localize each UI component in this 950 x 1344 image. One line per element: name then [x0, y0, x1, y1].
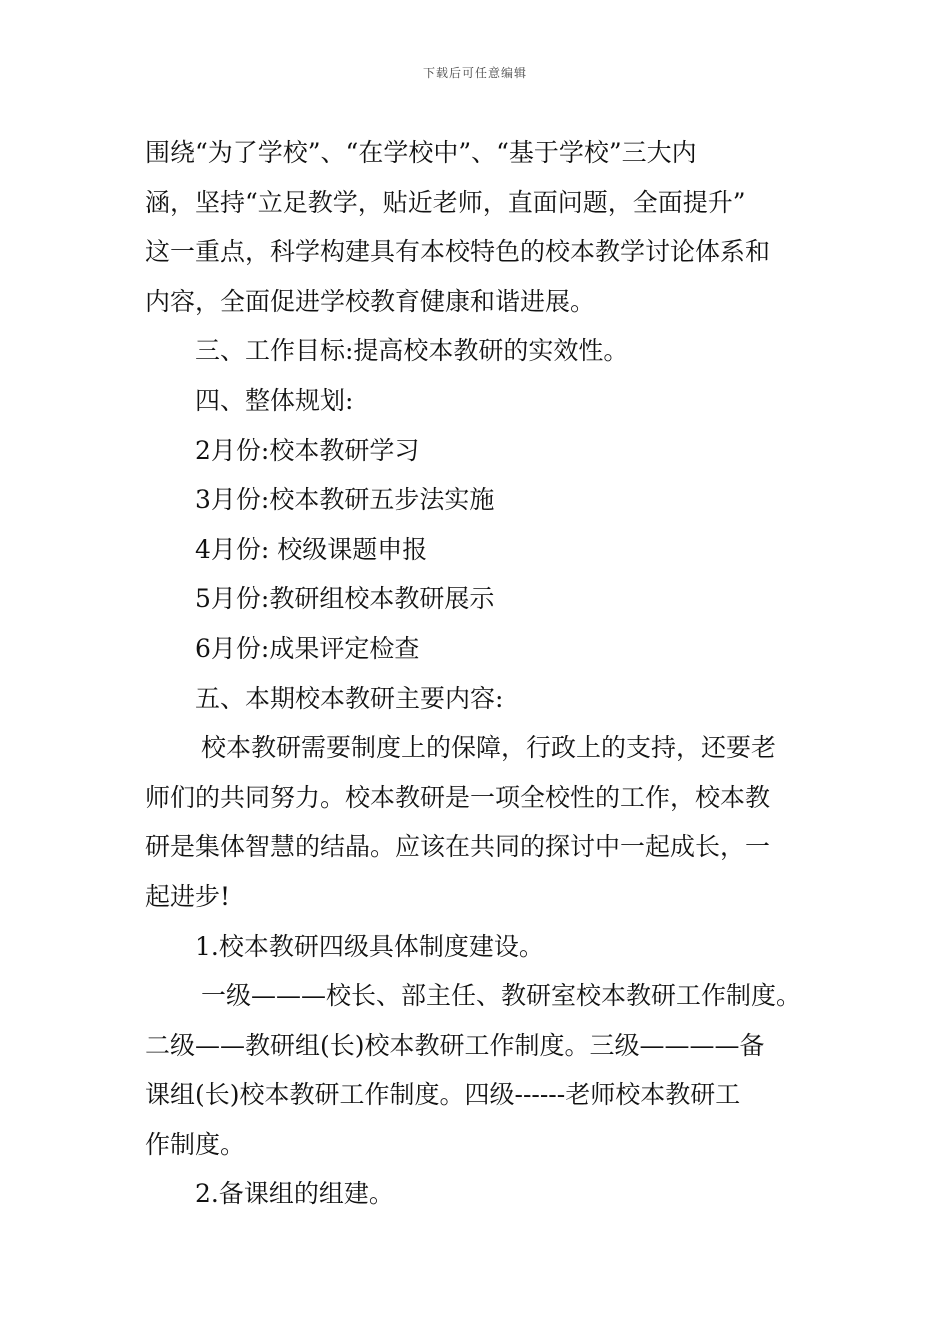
- plan-item-apr: 4月份: 校级课题申报: [195, 534, 428, 564]
- plan-item-feb: 2月份:校本教研学习: [195, 435, 420, 465]
- paragraph-line: 涵，坚持“立足教学，贴近老师，直面问题，全面提升”: [145, 187, 746, 217]
- section-heading-plan: 四、整体规划:: [195, 385, 354, 415]
- paragraph-line: 研是集体智慧的结晶。应该在共同的探讨中一起成长，一: [145, 832, 771, 862]
- section-heading-goal: 三、工作目标:提高校本教研的实效性。: [195, 336, 629, 366]
- paragraph-line: 课组(长)校本教研工作制度。四级------老师校本教研工: [145, 1080, 741, 1110]
- paragraph-line: 内容，全面促进学校教育健康和谐进展。: [145, 286, 596, 316]
- document-body: [145, 128, 815, 1219]
- paragraph-line: 这一重点，科学构建具有本校特色的校本教学讨论体系和: [145, 237, 771, 267]
- plan-item-may: 5月份:教研组校本教研展示: [195, 584, 495, 614]
- subsection-heading-1: 1.校本教研四级具体制度建设。: [195, 931, 544, 961]
- paragraph-line: 起进步!: [145, 881, 231, 911]
- paragraph-line: 作制度。: [145, 1129, 246, 1159]
- paragraph-line: 师们的共同努力。校本教研是一项全校性的工作，校本教: [145, 782, 771, 812]
- paragraph-line: 校本教研需要制度上的保障，行政上的支持，还要老: [201, 733, 777, 763]
- paragraph-line: 二级——教研组(长)校本教研工作制度。三级————备: [145, 1030, 765, 1060]
- paragraph-line: 一级———校长、部主任、教研室校本教研工作制度。: [201, 981, 802, 1011]
- subsection-heading-2: 2.备课组的组建。: [195, 1179, 394, 1209]
- plan-item-mar: 3月份:校本教研五步法实施: [195, 485, 495, 515]
- page-header-note: 下载后可任意编辑: [422, 66, 527, 80]
- section-heading-content: 五、本期校本教研主要内容:: [195, 683, 504, 713]
- plan-item-jun: 6月份:成果评定检查: [195, 633, 420, 663]
- paragraph-line: 围绕“为了学校”、“在学校中”、“基于学校”三大内: [145, 138, 697, 167]
